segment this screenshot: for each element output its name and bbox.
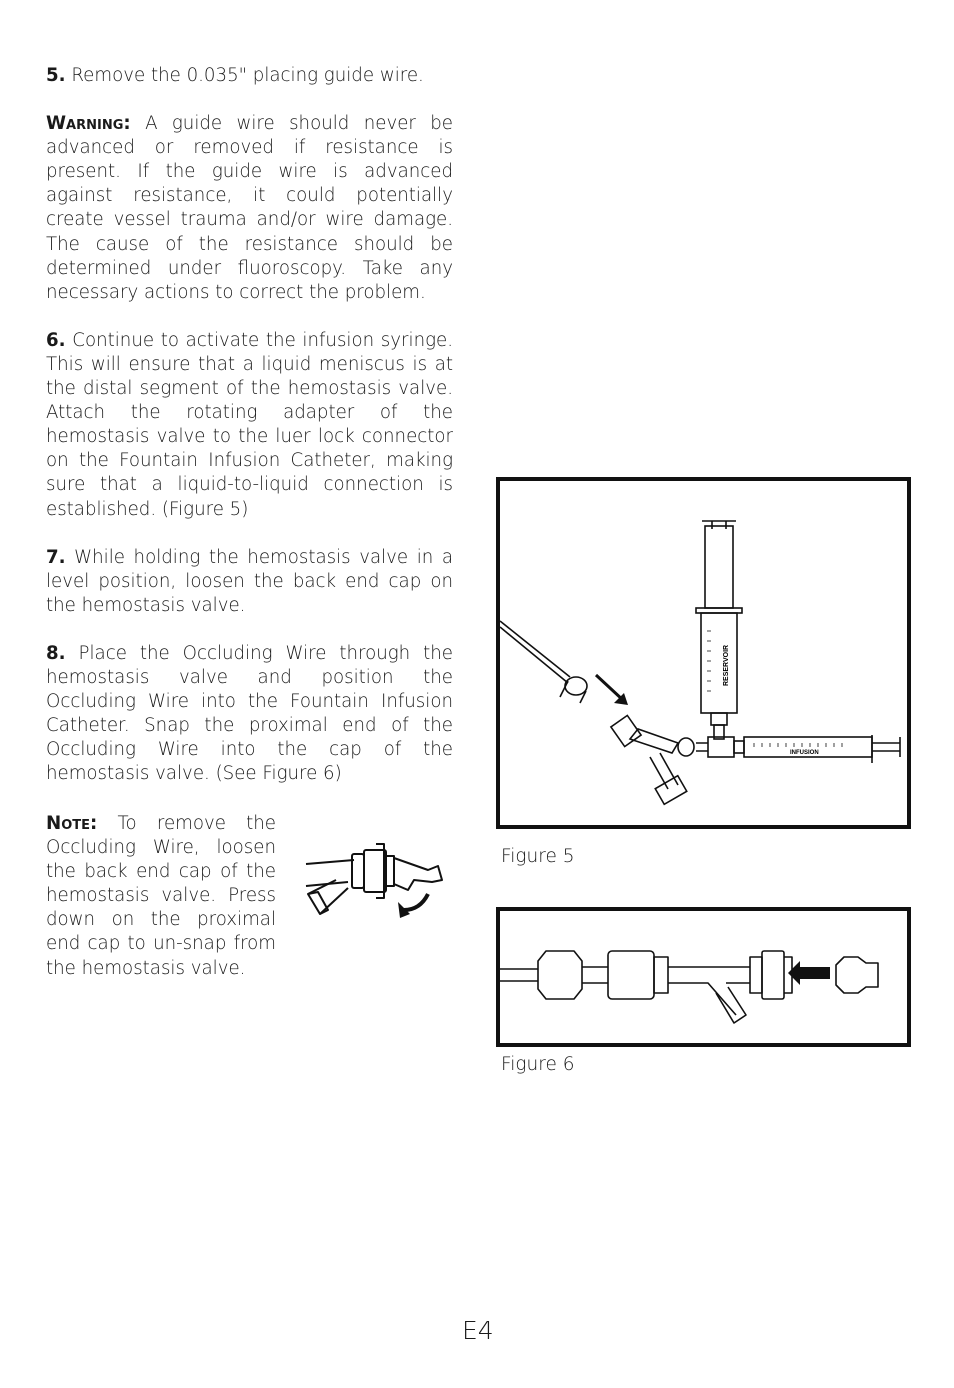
infusion-label: INFUSION xyxy=(790,750,819,756)
figure-5-illustration xyxy=(500,481,907,825)
step-8: 8. Place the Occluding Wire through the hemostasis valve and position the Occluding Wire into the Fountain Infusion Catheter. Snap the proximal end of the Occluding Wire into the cap of the hemostasis valve. (See Figure 6) xyxy=(46,642,453,785)
figure-6-box xyxy=(496,907,911,1047)
instructions-column xyxy=(46,64,453,810)
warning-label: Warning: xyxy=(46,113,131,135)
warning-paragraph: Warning: A guide wire should never be advanced or removed if resistance is present. If the guide wire is advanced against resistance, it could potentially create vessel trauma and/or wire damage. The cause of the resistance should be determined under fluoroscopy. Take any necessary actions to correct the problem. xyxy=(46,113,453,303)
figure-6-illustration xyxy=(500,911,907,1043)
figure-5-caption: Figure 5 xyxy=(501,846,575,867)
page-number: E4 xyxy=(462,1316,494,1345)
figure-5-box xyxy=(496,477,911,829)
step-6: 6. Continue to activate the infusion syringe. This will ensure that a liquid meniscus is at the distal segment of the hemostasis valve. Attach the rotating adapter of the hemostasis valve to the luer lock connector on the Fountain Infusion Catheter, making sure that a liquid-to-liquid connection is established. (Figure 5) xyxy=(46,329,453,520)
note-label: Note: xyxy=(46,813,98,834)
note-paragraph: Note: To remove the Occluding Wire, loosen the back end cap of the hemostasis valve. Press down on the proximal end cap to un-snap from the hemostasis valve. xyxy=(46,813,276,979)
step-5: 5. Remove the 0.035" placing guide wire. xyxy=(46,65,424,86)
step-7: 7. While holding the hemostasis valve in a level position, loosen the back end cap on the hemostasis valve. xyxy=(46,546,453,616)
end-cap-illustration xyxy=(296,836,456,926)
figure-6-caption: Figure 6 xyxy=(501,1054,575,1075)
reservoir-label: RESERVOIR xyxy=(723,644,730,686)
